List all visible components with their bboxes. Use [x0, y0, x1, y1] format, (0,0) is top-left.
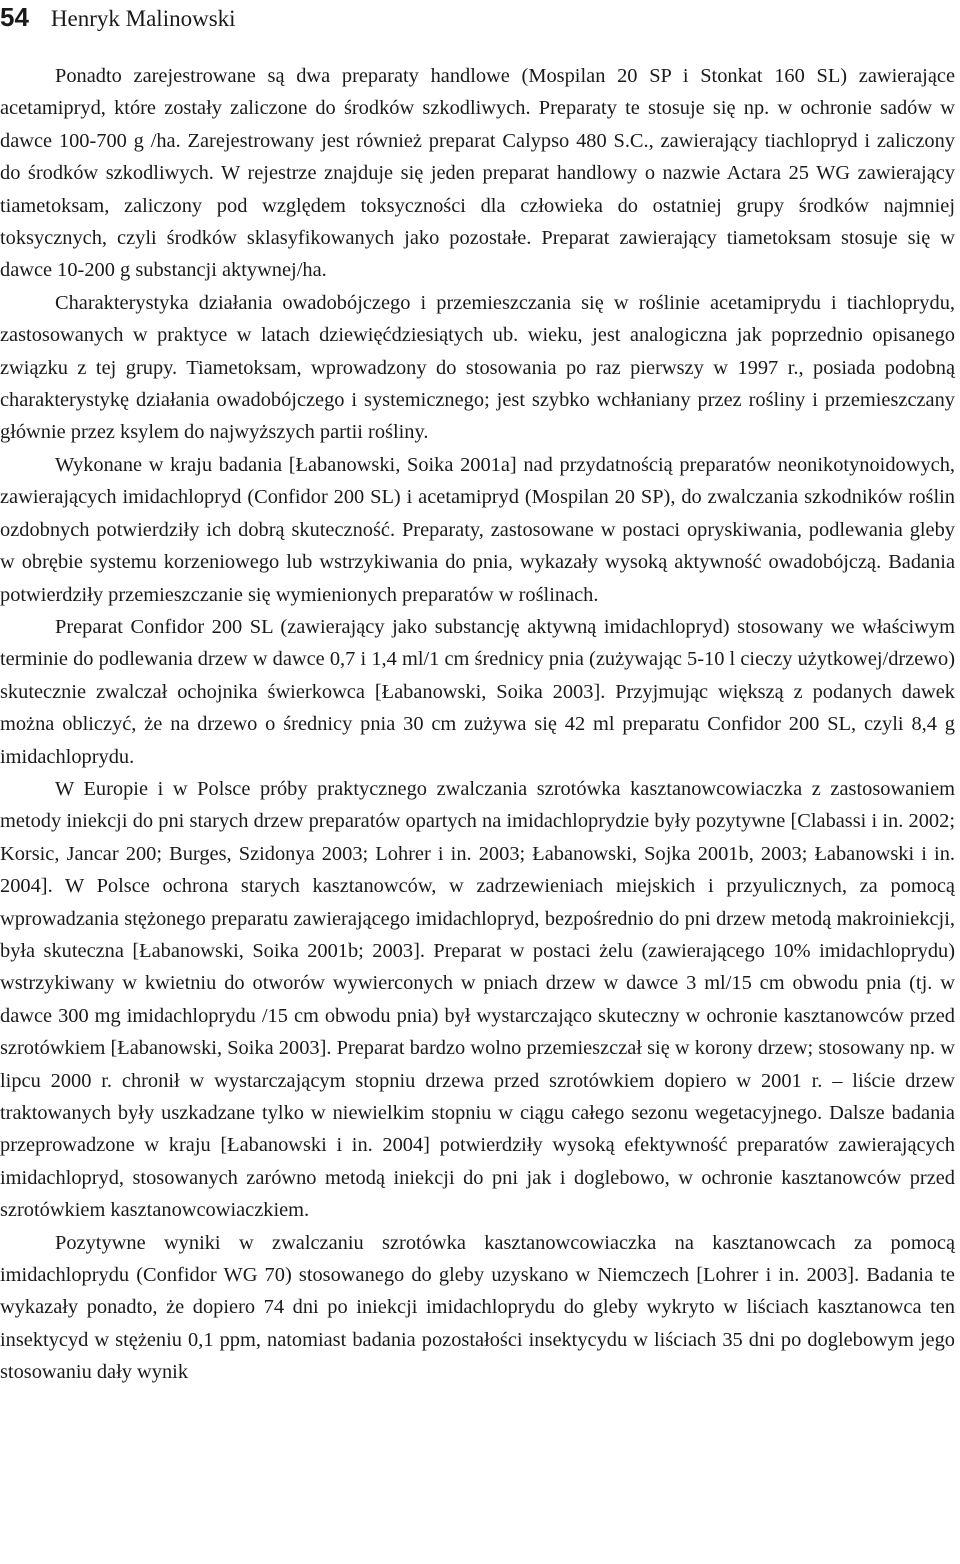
running-head-author: Henryk Malinowski [50, 6, 236, 31]
paragraph: W Europie i w Polsce próby praktycznego zwalczania szrotówka kasztanowcowiaczka z zastosowaniem metody iniekcji do pni starych drzew preparatów opartych na imidachloprydzie były pozytywne [Clabassi i in. 2002; Korsic, Jancar 200; Burges, Szidonya 2003; Lohrer i in. 2003; Łabanowski, Sojka 2001b, 2003; Łabanowski i in. 2004]. W Polsce ochrona starych kasztanowców, w zadrzewieniach miejskich i przyulicznych, za pomocą wprowadzania stężonego preparatu zawierającego imidachlopryd, bezpośrednio do pni drzew metodą makroiniekcji, była skuteczna [Łabanowski, Soika 2001b; 2003]. Preparat w postaci żelu (zawierającego 10% imidachloprydu) wstrzykiwany w kwietniu do otworów wywierconych w pniach drzew w dawce 3 ml/15 cm obwodu pnia (tj. w dawce 300 mg imidachloprydu /15 cm obwodu pnia) był wystarczająco skuteczny w ochronie kasztanowców przed szrotówkiem [Łabanowski, Soika 2003]. Preparat bardzo wolno przemieszczał się w korony drzew; stosowany np. w lipcu 2000 r. chronił w wystarczającym stopniu drzewa przed szrotówkiem dopiero w 2001 r. – liście drzew traktowanych były uszkadzane tylko w niewielkim stopniu w ciągu całego sezonu wegetacyjnego. Dalsze badania przeprowadzone w kraju [Łabanowski i in. 2004] potwierdziły wysoką efektywność preparatów zawierających imidachlopryd, stosowanych zarówno metodą iniekcji do pni jak i doglebowo, w ochronie kasztanowców przed szrotówkiem kasztanowcowiaczkiem. [0, 777, 955, 1222]
paragraph: Ponadto zarejestrowane są dwa preparaty handlowe (Mospilan 20 SP i Stonkat 160 SL) zawierające acetamipryd, które zostały zaliczone do środków szkodliwych. Preparaty te stosuje się np. w ochronie sadów w dawce 100-700 g /ha. Zarejestrowany jest również preparat Calypso 480 S.C., zawierający tiachlopryd i zaliczony do środków szkodliwych. W rejestrze znajduje się jeden preparat handlowy o nazwie Actara 25 WG zawierający tiametoksam, zaliczony pod względem toksyczności dla człowieka do ostatniej grupy środków najmniej toksycznych, czyli środków sklasyfikowanych jako pozostałe. Preparat zawierający tiametoksam stosuje się w dawce 10-200 g substancji aktywnej/ha. [0, 65, 955, 282]
paragraph: Preparat Confidor 200 SL (zawierający jako substancję aktywną imidachlopryd) stosowany we właściwym terminie do podlewania drzew w dawce 0,7 i 1,4 ml/1 cm średnicy pnia (zużywając 5-10 l cieczy użytkowej/drzewo) skutecznie zwalczał ochojnika świerkowca [Łabanowski, Soika 2003]. Przyjmując większą z podanych dawek można obliczyć, że na drzewo o średnicy pnia 30 cm zużywa się 42 ml preparatu Confidor 200 SL, czyli 8,4 g imidachloprydu. [0, 615, 955, 768]
paragraph: Wykonane w kraju badania [Łabanowski, Soika 2001a] nad przydatnością preparatów neonikotynoidowych, zawierających imidachlopryd (Confidor 200 SL) i acetamipryd (Mospilan 20 SP), do zwalczania szkodników roślin ozdobnych potwierdziły ich dobrą skuteczność. Preparaty, zastosowane w postaci opryskiwania, podlewania gleby w obrębie systemu korzeniowego lub wstrzykiwania do pnia, wykazały wysoką aktywność owadobójczą. Badania potwierdziły przemieszczanie się wymienionych preparatów w roślinach. [0, 453, 955, 606]
paragraph: Pozytywne wyniki w zwalczaniu szrotówka kasztanowcowiaczka na kasztanowcach za pomocą imidachloprydu (Confidor WG 70) stosowanego do gleby uzyskano w Niemczech [Lohrer i in. 2003]. Badania te wykazały ponadto, że dopiero 74 dni po iniekcji imidachloprydu do gleby wykryto w liściach kasztanowca ten insektycyd w stężeniu 0,1 ppm, natomiast badania pozostałości insektycydu w liściach 35 dni po doglebowym jego stosowaniu dały wynik [0, 1231, 955, 1384]
page-header [0, 2, 236, 32]
paragraph: Charakterystyka działania owadobójczego i przemieszczania się w roślinie acetamiprydu i tiachloprydu, zastosowanych w praktyce w latach dziewięćdziesiątych ub. wieku, jest analogiczna jak poprzednio opisanego związku z tej grupy. Tiametoksam, wprowadzony do stosowania po raz pierwszy w 1997 r., posiada podobną charakterystykę działania owadobójczego i systemicznego; jest szybko wchłaniany przez rośliny i przemieszczany głównie przez ksylem do najwyższych partii rośliny. [0, 291, 955, 444]
body-text [0, 60, 955, 1389]
page-number: 54 [0, 2, 29, 32]
